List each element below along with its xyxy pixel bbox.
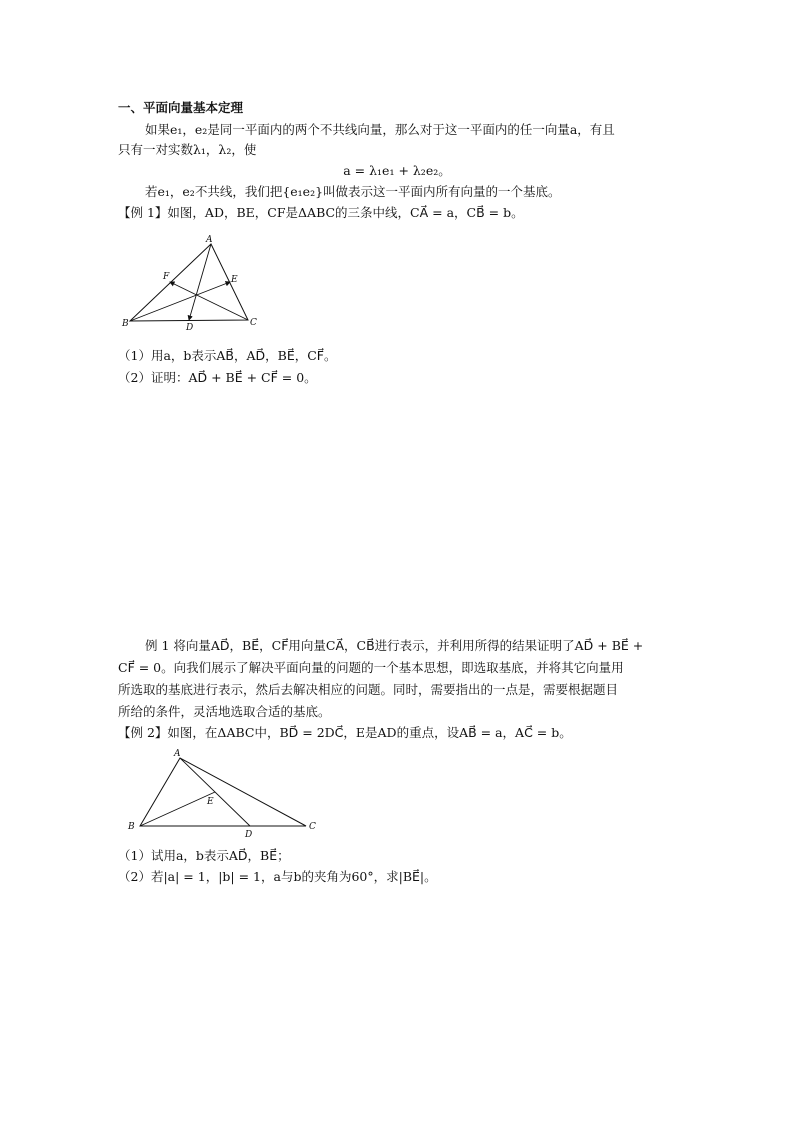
label-b-2: B [128, 822, 135, 832]
theorem-formula: a = λ₁e₁ + λ₂e₂。 [343, 163, 451, 178]
theorem-line-1: 如果e₁，e₂是同一平面内的两个不共线向量，那么对于这一平面内的任一向量a，有且 [145, 122, 615, 137]
example1-question-2: （2）证明：AD⃗ + BE⃗ + CF⃗ = 0。 [118, 370, 317, 385]
example2-question-2: （2）若|a| = 1，|b| = 1，a与b的夹角为60°，求|BE⃗|。 [118, 869, 437, 884]
label-d-2: D [245, 830, 253, 840]
basis-definition: 若e₁，e₂不共线，我们把{e₁e₂}叫做表示这一平面内所有向量的一个基底。 [145, 184, 561, 199]
label-a-2: A [174, 749, 181, 759]
example1-figure [118, 232, 268, 334]
example2-question-1: （1）试用a，b表示AD⃗，BE⃗； [118, 848, 290, 863]
label-a: A [206, 235, 213, 245]
label-e-2: E [207, 797, 214, 807]
label-c-2: C [309, 822, 316, 832]
example1-question-1: （1）用a，b表示AB⃗，AD⃗，BE⃗，CF⃗。 [118, 348, 337, 363]
triangle-abc-2 [140, 758, 306, 826]
theorem-line-2: 只有一对实数λ₁，λ₂，使 [118, 142, 257, 157]
example2-figure [118, 746, 330, 840]
label-f: F [163, 272, 170, 282]
label-d: D [186, 323, 194, 333]
discussion-line-4: 所给的条件，灵活地选取合适的基底。 [118, 704, 331, 719]
discussion-line-3: 所选取的基底进行表示，然后去解决相应的问题。同时，需要指出的一点是，需要根据题目 [118, 682, 619, 697]
example1-statement: 【例 1】如图，AD，BE，CF是ΔABC的三条中线，CA⃗ = a，CB⃗ = b。 [118, 205, 524, 220]
example2-statement: 【例 2】如图，在ΔABC中，BD⃗ = 2DC⃗，E是AD的重点，设AB⃗ = a，AC⃗ = b。 [118, 725, 572, 740]
label-e: E [231, 275, 238, 285]
label-b: B [122, 319, 129, 329]
section-heading: 一、平面向量基本定理 [118, 100, 244, 115]
discussion-line-1: 例 1 将向量AD⃗，BE⃗，CF⃗用向量CA⃗，CB⃗进行表示，并利用所得的结果证明了AD⃗ + BE⃗ + [145, 638, 644, 653]
label-c: C [250, 318, 257, 328]
median-ad [189, 244, 211, 320]
median-be [130, 282, 230, 321]
discussion-line-2: CF⃗ = 0。向我们展示了解决平面向量的问题的一个基本思想，即选取基底，并将其它向量用 [118, 660, 624, 675]
segment-be [140, 792, 215, 826]
